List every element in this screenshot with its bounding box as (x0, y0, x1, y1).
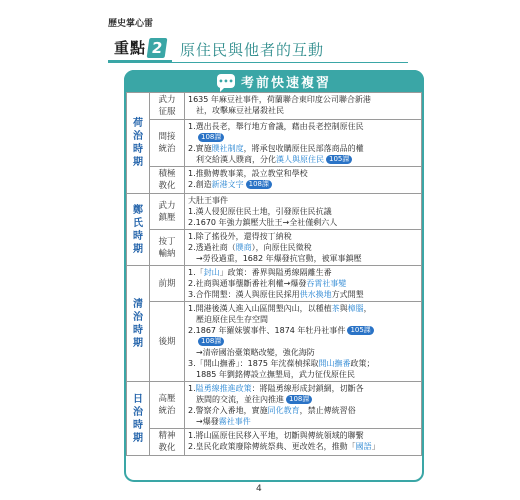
category-cell: 前期 (150, 266, 185, 302)
review-title: 考前快速複習 (240, 75, 331, 91)
content-cell: 1.隘勇線推進政策：將隘勇線形成封鎖網，切斷各 族間的交流，並往內推進 108課 2.警察介入番地，實施同化教育，禁止傳統習俗 →爆發霧社事件 (185, 382, 422, 429)
table-row (127, 230, 422, 266)
section-title: 原住民與他者的互動 (180, 40, 325, 59)
exam-tag: 105課 (326, 155, 352, 164)
category-cell: 武力 征服 (150, 93, 185, 120)
content-cell: 1.選出長老，舉行地方會議，藉由長老控制原住民 108課 2.實施贌社制度，將承包收購原住民部落商品的權 利交給漢人贌商，分化漢人與原住民 105課 (185, 120, 422, 167)
book-header: 歷史掌心雷 (108, 19, 154, 29)
chat-bubble-icon: ••• (217, 74, 235, 88)
review-box (124, 70, 424, 482)
category-cell: 武力 鎮壓 (150, 194, 185, 230)
table-row (127, 266, 422, 302)
section-heading (108, 36, 324, 62)
content-cell: 1.「封山」政策：番界與隘勇線隔離生番 2.社商與通事壟斷番社利權→爆發吞霄社事變 3.合作開墾：漢人與原住民採用供水換地方式開墾 (185, 266, 422, 302)
category-cell: 精神 教化 (150, 429, 185, 456)
exam-tag: 108課 (246, 180, 272, 189)
category-cell: 間接 統治 (150, 120, 185, 167)
table-row (127, 93, 422, 120)
table-row (127, 302, 422, 382)
section-badge (108, 36, 172, 63)
category-cell: 積極 教化 (150, 167, 185, 194)
content-cell: 1.除了搖役外，還得按丁納稅 2.透過社商（贌商），向原住民徵稅 →勞役過重，1682 年爆發抗官動，被軍事鎮壓 (185, 230, 422, 266)
content-cell: 1.開港後漢人進入山區開墾內山，以種植茶與樟腦， 壓迫原住民生存空間 2.1867 年羅妹號事件、1874 年牡丹社事件 105課 108課 →清帝國治臺策略改變，強化海防 3.「開山撫番」：1875 年沈葆楨採取開山撫番政策； 1885 年劉銘傳設立撫墾局，武力征伐原住民 (185, 302, 422, 382)
exam-tag: 108課 (198, 133, 224, 142)
era-ming: 鄭 氏 時 期 (127, 194, 150, 266)
review-table (126, 92, 422, 456)
exam-tag: 108課 (198, 337, 224, 346)
content-cell: 1.將山區原住民移入平地，切斷與傳統領域的聯繫 2.皇民化政策廢除傳統祭典、更改姓名，推動「國語」 (185, 429, 422, 456)
section-divider (108, 62, 408, 63)
content-cell: 大肚王事件 1.漢人侵犯原住民土地，引發原住民抗議 2.1670 年強力鎮壓大肚王→全社僅剩六人 (185, 194, 422, 230)
page-number: 4 (256, 484, 262, 494)
content-cell: 1.推動傳教事業，設立教堂和學校 2.創造新港文字 108課 (185, 167, 422, 194)
table-row (127, 167, 422, 194)
category-cell: 按丁 輸納 (150, 230, 185, 266)
exam-tag: 105課 (347, 326, 373, 335)
table-row (127, 120, 422, 167)
section-label: 重點 (114, 39, 147, 57)
category-cell: 後期 (150, 302, 185, 382)
content-cell: 1635 年麻豆社事件，荷蘭聯合東印度公司聯合新港 社，攻擊麻豆社屠殺社民 (185, 93, 422, 120)
review-header (124, 70, 424, 92)
era-dutch: 荷 治 時 期 (127, 93, 150, 194)
exam-tag: 108課 (286, 395, 312, 404)
table-row (127, 382, 422, 429)
category-cell: 高壓 統治 (150, 382, 185, 429)
era-japan: 日 治 時 期 (127, 382, 150, 456)
era-qing: 清 治 時 期 (127, 266, 150, 382)
table-row (127, 194, 422, 230)
section-number: 2 (147, 38, 168, 58)
table-row (127, 429, 422, 456)
